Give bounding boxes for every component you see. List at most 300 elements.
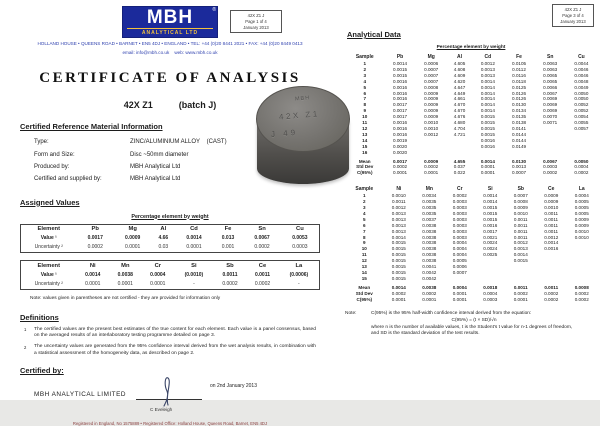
table-row	[345, 297, 597, 303]
table-cell: 0.0010	[544, 205, 559, 211]
table-cell: 0.0144	[512, 131, 527, 137]
table-cell: 0.0002	[544, 290, 559, 296]
table-cell: 0.0003	[452, 216, 467, 222]
table-cell: 0.0011	[544, 228, 559, 234]
table-cell: 0.0015	[393, 72, 408, 78]
disc-marking-brand: MBH	[294, 95, 311, 103]
table-cell: Disc ~50mm diameter	[130, 151, 189, 158]
batch-label: (batch J)	[178, 100, 217, 110]
table-cell: 0.0015	[391, 246, 406, 252]
table-cell: 4.605	[453, 61, 466, 66]
note-text-2: where n is the number of available values, t is the Student's t value for n-1 degrees of freedom, and SD is the standard deviation of the test results.	[371, 324, 573, 337]
table-cell: 0.0015	[480, 125, 495, 131]
table-cell: 0.001	[221, 244, 235, 251]
page3-reference-stamp	[552, 4, 594, 27]
definition-1	[24, 327, 316, 340]
table-cell: 0.0001	[513, 296, 528, 302]
table-cell: 0.0069	[543, 108, 558, 114]
table-cell: 0.0014	[391, 234, 406, 240]
table-cell: 0.0003	[452, 199, 467, 205]
table-cell: 0.0053	[292, 235, 308, 242]
table-cell: 0.0001	[452, 296, 467, 302]
table-cell: 0.0004	[452, 252, 467, 258]
column-header: Sb	[517, 186, 524, 193]
table-cell: 0.0015	[480, 120, 495, 126]
table-cell: 0.0011	[513, 234, 528, 240]
table-cell: 0.0006	[452, 264, 467, 270]
table-cell: 0.0001	[452, 290, 467, 296]
column-header: Cr	[457, 186, 463, 193]
table-cell: 0.0135	[512, 114, 527, 120]
table-cell: -	[193, 281, 195, 288]
column-header: Ce	[548, 186, 555, 193]
table-cell: 9	[363, 240, 366, 246]
table-cell: 0.0050	[574, 96, 589, 102]
table-cell: 0.03	[158, 244, 169, 251]
table-cell: 0.0002	[254, 244, 270, 251]
table-cell: 0.0008	[513, 199, 528, 205]
table-cell: 0.0149	[512, 143, 527, 149]
page1-reference-stamp	[230, 10, 282, 33]
table-cell: 0.0015	[483, 216, 498, 222]
table-cell: Produced by:	[34, 163, 70, 170]
table-cell: 0.0015	[483, 210, 498, 216]
table-cell: MBH Analytical Ltd	[130, 163, 181, 170]
certifying-company: MBH ANALYTICAL LIMITED	[34, 391, 126, 399]
stamp-date: January 2013	[243, 24, 269, 30]
table-cell: 0.0016	[393, 131, 408, 137]
signature-line	[136, 381, 202, 400]
mbh-logo	[122, 6, 218, 38]
table-cell: 0.0004	[483, 290, 498, 296]
table-cell: 0.0004	[574, 164, 589, 170]
table-cell: 0.0024	[483, 240, 498, 246]
table-cell: 0.0007	[513, 193, 528, 199]
table-cell: 0.0001	[422, 296, 437, 302]
table-cell: 0.0011	[544, 210, 559, 216]
table-row	[345, 282, 597, 291]
table-cell: 0.0016	[393, 90, 408, 96]
table-cell: Fe	[224, 226, 232, 233]
table-cell: 4.704	[453, 125, 466, 131]
table-cell: 0.0013	[513, 246, 528, 252]
table-cell: Pb	[91, 226, 99, 233]
table-cell: 7	[363, 228, 366, 234]
table-cell: 0.0013	[391, 216, 406, 222]
table-cell: 0.0017	[393, 102, 408, 108]
column-header: Al	[457, 54, 463, 60]
certification-date: on 2nd January 2013	[210, 383, 257, 390]
table-cell: 0.0009	[424, 158, 439, 164]
table-cell: 0.0016	[393, 125, 408, 131]
table-cell: Sb	[226, 262, 234, 269]
table-cell: 3	[363, 72, 366, 78]
column-header: Mg	[427, 54, 435, 60]
table-cell: 4.670	[453, 108, 466, 114]
table-cell: 0.0042	[422, 275, 437, 281]
certified-by-heading: Certified by:	[20, 366, 64, 376]
table-cell: 10	[362, 114, 368, 120]
table-cell: 0.0038	[422, 246, 437, 252]
table-cell: 4	[363, 78, 366, 84]
table-cell: 0.0002	[574, 290, 589, 296]
table-cell: 0.0038	[422, 240, 437, 246]
signature-icon	[156, 375, 180, 407]
table-cell: 0.0006	[424, 61, 439, 66]
table-cell: 0.0002	[574, 170, 589, 176]
table-cell: 0.0067	[543, 158, 558, 164]
table-cell: 0.0009	[544, 199, 559, 205]
table-cell: 0.0042	[422, 270, 437, 275]
table-cell: 0.0007	[424, 72, 439, 78]
table-cell: 4.608	[453, 66, 466, 72]
table-row	[21, 234, 320, 243]
table-cell: 0.0007	[512, 170, 527, 176]
note-text-1: C(95%) is the 95% half-width confidence interval derived from the equation:	[371, 310, 532, 316]
table-cell: 0.0134	[512, 108, 527, 114]
table-cell: 0.0052	[574, 102, 589, 108]
table-cell: 0.0130	[512, 102, 527, 108]
table-cell: 0.0015	[391, 252, 406, 258]
product-code: 42X Z1	[123, 100, 153, 110]
registered-trademark-icon: ®	[212, 7, 216, 13]
table-cell: Std Dev	[355, 290, 373, 296]
table-cell: 0.0014	[480, 102, 495, 108]
definition-1-superscript: 1	[24, 327, 27, 333]
table-cell: 2	[363, 199, 366, 205]
table-cell: 0.0118	[512, 78, 526, 84]
registration-footer: Registered in England, No 1575889 • Registered Office: Holland House, Queens Road, Barnet, EN5 4DJ	[72, 421, 268, 426]
table-cell: 0.0126	[512, 90, 527, 96]
table-cell: 0.0002	[87, 244, 103, 251]
table-cell: 0.0015	[513, 258, 528, 264]
table-cell: 0.0004	[452, 284, 467, 290]
table-cell: 0.0001	[393, 170, 408, 176]
table-cell: 0.0046	[574, 66, 589, 72]
definition-1-text: The certified values are the present best estimates of the true content for each element. Each value is a panel consensus, based on the averaged results of an interlaboratory testing programme detailed on page 3.	[34, 326, 316, 339]
table-cell: 0.0005	[452, 258, 467, 264]
table-cell: 0.013	[221, 235, 235, 242]
table-cell: Element	[37, 262, 61, 269]
logo-text: MBH	[146, 7, 194, 28]
table-row	[21, 270, 320, 279]
table-cell: 0.0052	[574, 108, 589, 114]
table-cell: 13	[361, 264, 367, 270]
table-cell: 0.0138	[512, 120, 527, 126]
table-cell: 4.649	[453, 90, 466, 96]
table-cell: 4.680	[453, 120, 466, 126]
percentage-by-weight-heading: Percentage element by weight	[436, 45, 506, 50]
table-cell: 0.0016	[393, 96, 408, 102]
table-cell: 0.0065	[543, 72, 558, 78]
table-cell: 0.0012	[424, 131, 439, 137]
table-cell: 0.0112	[512, 66, 526, 72]
table-cell: 0.0067	[543, 90, 558, 96]
assigned-values-table-1	[20, 224, 320, 254]
table-row	[34, 148, 227, 160]
table-cell: 0.0014	[480, 158, 495, 164]
stamp-page-number: Page 1 of 4	[245, 18, 267, 24]
analytical-data-heading: Analytical Data	[347, 30, 401, 39]
table-cell: 0.0001	[125, 244, 141, 251]
table-cell: 0.0001	[85, 281, 101, 288]
table-cell: 0.0009	[424, 96, 439, 102]
table-cell: 0.0012	[391, 205, 406, 211]
table-cell: 4.721	[453, 131, 466, 137]
table-cell: -	[298, 281, 300, 288]
definitions-heading: Definitions	[20, 312, 59, 322]
certification-row	[34, 381, 340, 405]
table-cell: 0.0015	[480, 114, 495, 120]
table-cell: 16	[362, 149, 368, 155]
table-cell: Ce	[258, 262, 267, 269]
column-header: Cd	[484, 54, 492, 60]
table-cell: 0.0009	[424, 114, 439, 120]
crm-info-table	[34, 136, 227, 186]
table-cell: 4.620	[453, 78, 466, 84]
table-cell: 0.0001	[117, 281, 133, 288]
table-cell: 0.0014	[480, 90, 495, 96]
table-cell: 0.0011	[391, 199, 406, 205]
table-cell: 0.0001	[424, 170, 439, 176]
disc-marking-product: 42X Z1	[278, 109, 321, 122]
table-cell: 0.0009	[544, 193, 559, 199]
column-header: Ni	[396, 186, 402, 193]
certificate-title: CERTIFICATE OF ANALYSIS	[39, 70, 301, 86]
table-cell: 0.0038	[422, 252, 437, 258]
table-cell: 15	[361, 275, 367, 281]
table-cell: 0.0014	[186, 235, 202, 242]
table-cell: Mg	[128, 226, 137, 233]
table-cell: 0.0004	[452, 240, 467, 246]
table-cell: 0.0116	[512, 72, 526, 78]
table-cell: 6	[363, 90, 366, 96]
table-cell: 0.0018	[483, 284, 498, 290]
table-cell: 12	[362, 125, 368, 131]
stamp-date: January 2013	[560, 18, 586, 24]
table-cell: 0.0017	[393, 158, 408, 164]
table-cell: 0.0014	[391, 284, 406, 290]
assigned-values-heading: Assigned Values	[20, 197, 80, 207]
column-header: Pb	[396, 54, 404, 60]
table-cell: C(95%)	[356, 296, 373, 302]
table-cell: 0.0007	[424, 78, 439, 84]
definition-2	[24, 344, 316, 357]
table-cell: 0.0016	[393, 120, 408, 126]
table-cell: 0.0016	[393, 78, 408, 84]
table-cell: 0.0002	[254, 281, 271, 288]
table-cell: 0.0004	[150, 271, 166, 278]
table-cell: Cr	[154, 262, 162, 269]
table-row	[34, 136, 227, 148]
table-row	[21, 279, 320, 289]
table-cell: 13	[362, 131, 368, 137]
table-cell: 0.0003	[483, 296, 498, 302]
note-body	[371, 311, 577, 338]
table-cell: 8	[363, 234, 366, 240]
table-cell: 4.661	[453, 96, 466, 102]
table-cell: 0.0011	[544, 284, 559, 290]
table-cell: Cu	[296, 226, 304, 233]
table-row	[345, 156, 597, 165]
table-cell: 0.0025	[483, 252, 498, 258]
table-cell: 0.0125	[512, 84, 527, 90]
table-cell: (0.0006)	[289, 271, 309, 278]
table-cell: 0.0024	[483, 246, 498, 252]
table-row	[21, 261, 320, 271]
table-cell: 4	[363, 210, 366, 216]
table-cell: 0.0005	[574, 210, 589, 216]
table-cell: Mean	[358, 284, 371, 290]
analytical-table-2	[345, 185, 597, 302]
table-cell: 0.0069	[543, 102, 558, 108]
table-cell: 14	[362, 137, 368, 143]
table-cell: 0.0015	[391, 258, 406, 264]
table-cell: 0.0010	[391, 193, 406, 199]
table-cell: 2	[363, 66, 366, 72]
table-cell: 0.0038	[422, 228, 437, 234]
table-cell: Uncertainty ²	[34, 281, 63, 288]
table-cell: 4.609	[453, 72, 466, 78]
table-cell: 0.0038	[422, 258, 437, 264]
signatory-name: C Eveleigh	[150, 407, 173, 413]
table-cell: 0.0016	[393, 84, 408, 90]
table-cell: 0.0003	[452, 222, 467, 228]
logo-subtitle: ANALYTICAL LTD	[127, 28, 213, 36]
table-cell: 0.0037	[422, 216, 437, 222]
table-cell: 0.0071	[543, 120, 558, 126]
company-address: HOLLAND HOUSE • QUEENS ROAD • BARNET • EN5 4DJ • ENGLAND • TEL: +44 (0)20 8441 2021 • FAX: +44 (0)20 8449 0413	[37, 41, 303, 46]
stamp-product: 42X Z1 J	[247, 13, 265, 18]
table-cell: 0.0054	[574, 114, 589, 120]
table-cell: 0.0144	[512, 137, 527, 143]
table-cell: 0.0130	[512, 158, 527, 164]
table-cell: 3	[363, 205, 366, 211]
disc-top-face	[256, 86, 350, 152]
table-cell: 15	[362, 143, 368, 149]
parentheses-note: Note: values given in parentheses are not certified - they are provided for information only	[30, 295, 221, 301]
table-cell: 5	[363, 216, 366, 222]
table-cell: 4.647	[453, 84, 466, 90]
table-cell: 0.0014	[513, 252, 528, 258]
table-cell: 0.0105	[512, 61, 527, 66]
table-cell: 0.0069	[543, 96, 558, 102]
table-cell: 0.0011	[513, 216, 528, 222]
table-cell: Mn	[121, 262, 130, 269]
table-cell: 0.0011	[513, 228, 528, 234]
crm-info-heading: Certified Reference Material Information	[20, 122, 163, 131]
definition-2-text: The uncertainty values are generated from the 95% confidence interval derived from the wet analysis results, in combination with a statistical assessment of the homogeneity data, as described on page 2.	[34, 344, 316, 356]
table-cell: 14	[361, 270, 367, 275]
table-cell: 0.0050	[574, 90, 589, 96]
table-cell: C(95%)	[356, 170, 373, 176]
table-cell: Type:	[34, 139, 49, 146]
table-cell: 0.0011	[513, 284, 528, 290]
table-cell: 0.0007	[424, 66, 439, 72]
note-label: Note:	[345, 310, 357, 316]
table-cell: 0.0015	[391, 270, 406, 275]
table-cell: 0.0057	[574, 125, 589, 131]
table-cell: Al	[160, 226, 167, 233]
table-cell: 10	[361, 246, 367, 252]
table-cell: 0.0003	[452, 205, 467, 211]
table-cell: 0.0010	[424, 120, 439, 126]
confidence-equation: C(95%) = (t × SD)/√n	[451, 317, 497, 323]
table-row	[34, 161, 227, 173]
table-cell: 0.0010	[574, 228, 589, 234]
table-cell: 0.0011	[222, 271, 238, 278]
table-cell: 9	[363, 108, 366, 114]
table-cell: 4.676	[453, 114, 466, 120]
table-cell: Value ¹	[40, 271, 57, 278]
table-cell: 0.0019	[393, 137, 408, 143]
table-cell: 0.0017	[483, 228, 498, 234]
table-cell: 0.0003	[452, 234, 467, 240]
table-cell: 0.0013	[391, 222, 406, 228]
table-cell: 0.0017	[393, 108, 408, 114]
table-cell: 0.0046	[574, 72, 589, 78]
stamp-product: 42X Z1 J	[564, 7, 582, 12]
table-cell: 0.0015	[391, 240, 406, 246]
table-cell: 0.0070	[543, 114, 558, 120]
column-header: Fe	[516, 54, 522, 60]
table-cell: 0.0041	[422, 264, 437, 270]
table-cell: 0.0055	[574, 120, 589, 126]
table-cell: 0.0049	[574, 84, 589, 90]
table-cell: 0.0013	[391, 228, 406, 234]
table-cell: 0.0009	[125, 235, 141, 242]
table-cell: 0.0012	[544, 234, 559, 240]
table-cell: 0.0014	[483, 193, 498, 199]
table-cell: 0.0015	[391, 264, 406, 270]
table-cell: 0.0001	[480, 164, 495, 170]
table-cell: 5	[363, 84, 366, 90]
table-cell: 0.0020	[393, 149, 408, 155]
table-cell: 0.0048	[574, 78, 589, 84]
table-row	[345, 170, 597, 176]
table-cell: 0.0007	[452, 270, 467, 275]
company-contact: email: info@mbh.co.uk web: www.mbh.co.uk	[122, 50, 218, 55]
table-cell: 0.0013	[480, 66, 495, 72]
table-cell: 0.0010	[513, 210, 528, 216]
table-cell: 0.0014	[480, 84, 495, 90]
table-cell: 0.0141	[512, 125, 527, 131]
table-cell: 4.655	[453, 158, 466, 164]
table-cell: Std Dev	[356, 164, 374, 170]
table-cell: 0.0005	[574, 199, 589, 205]
percentage-by-weight-heading: Percentage element by weight	[131, 213, 209, 220]
table-cell: 0.0002	[544, 296, 559, 302]
table-cell: 4.670	[453, 102, 466, 108]
table-cell: 6	[363, 222, 366, 228]
table-cell: 0.0002	[543, 170, 558, 176]
table-cell: 0.0009	[424, 102, 439, 108]
table-cell: 0.0002	[422, 290, 437, 296]
table-cell: Mean	[358, 158, 371, 164]
table-cell: 1	[363, 193, 366, 199]
table-cell: 0.022	[453, 170, 466, 176]
table-cell: 0.0014	[544, 240, 559, 246]
table-cell: 0.0016	[544, 246, 559, 252]
table-cell: 0.0013	[391, 210, 406, 216]
table-cell: 0.0004	[452, 246, 467, 252]
table-cell: 0.0044	[574, 61, 589, 66]
table-cell: 0.0009	[574, 222, 589, 228]
table-cell: 1	[363, 61, 366, 66]
table-cell: Certified and supplied by:	[34, 176, 102, 183]
table-cell: La	[295, 262, 303, 269]
table-cell: 0.0004	[574, 193, 589, 199]
